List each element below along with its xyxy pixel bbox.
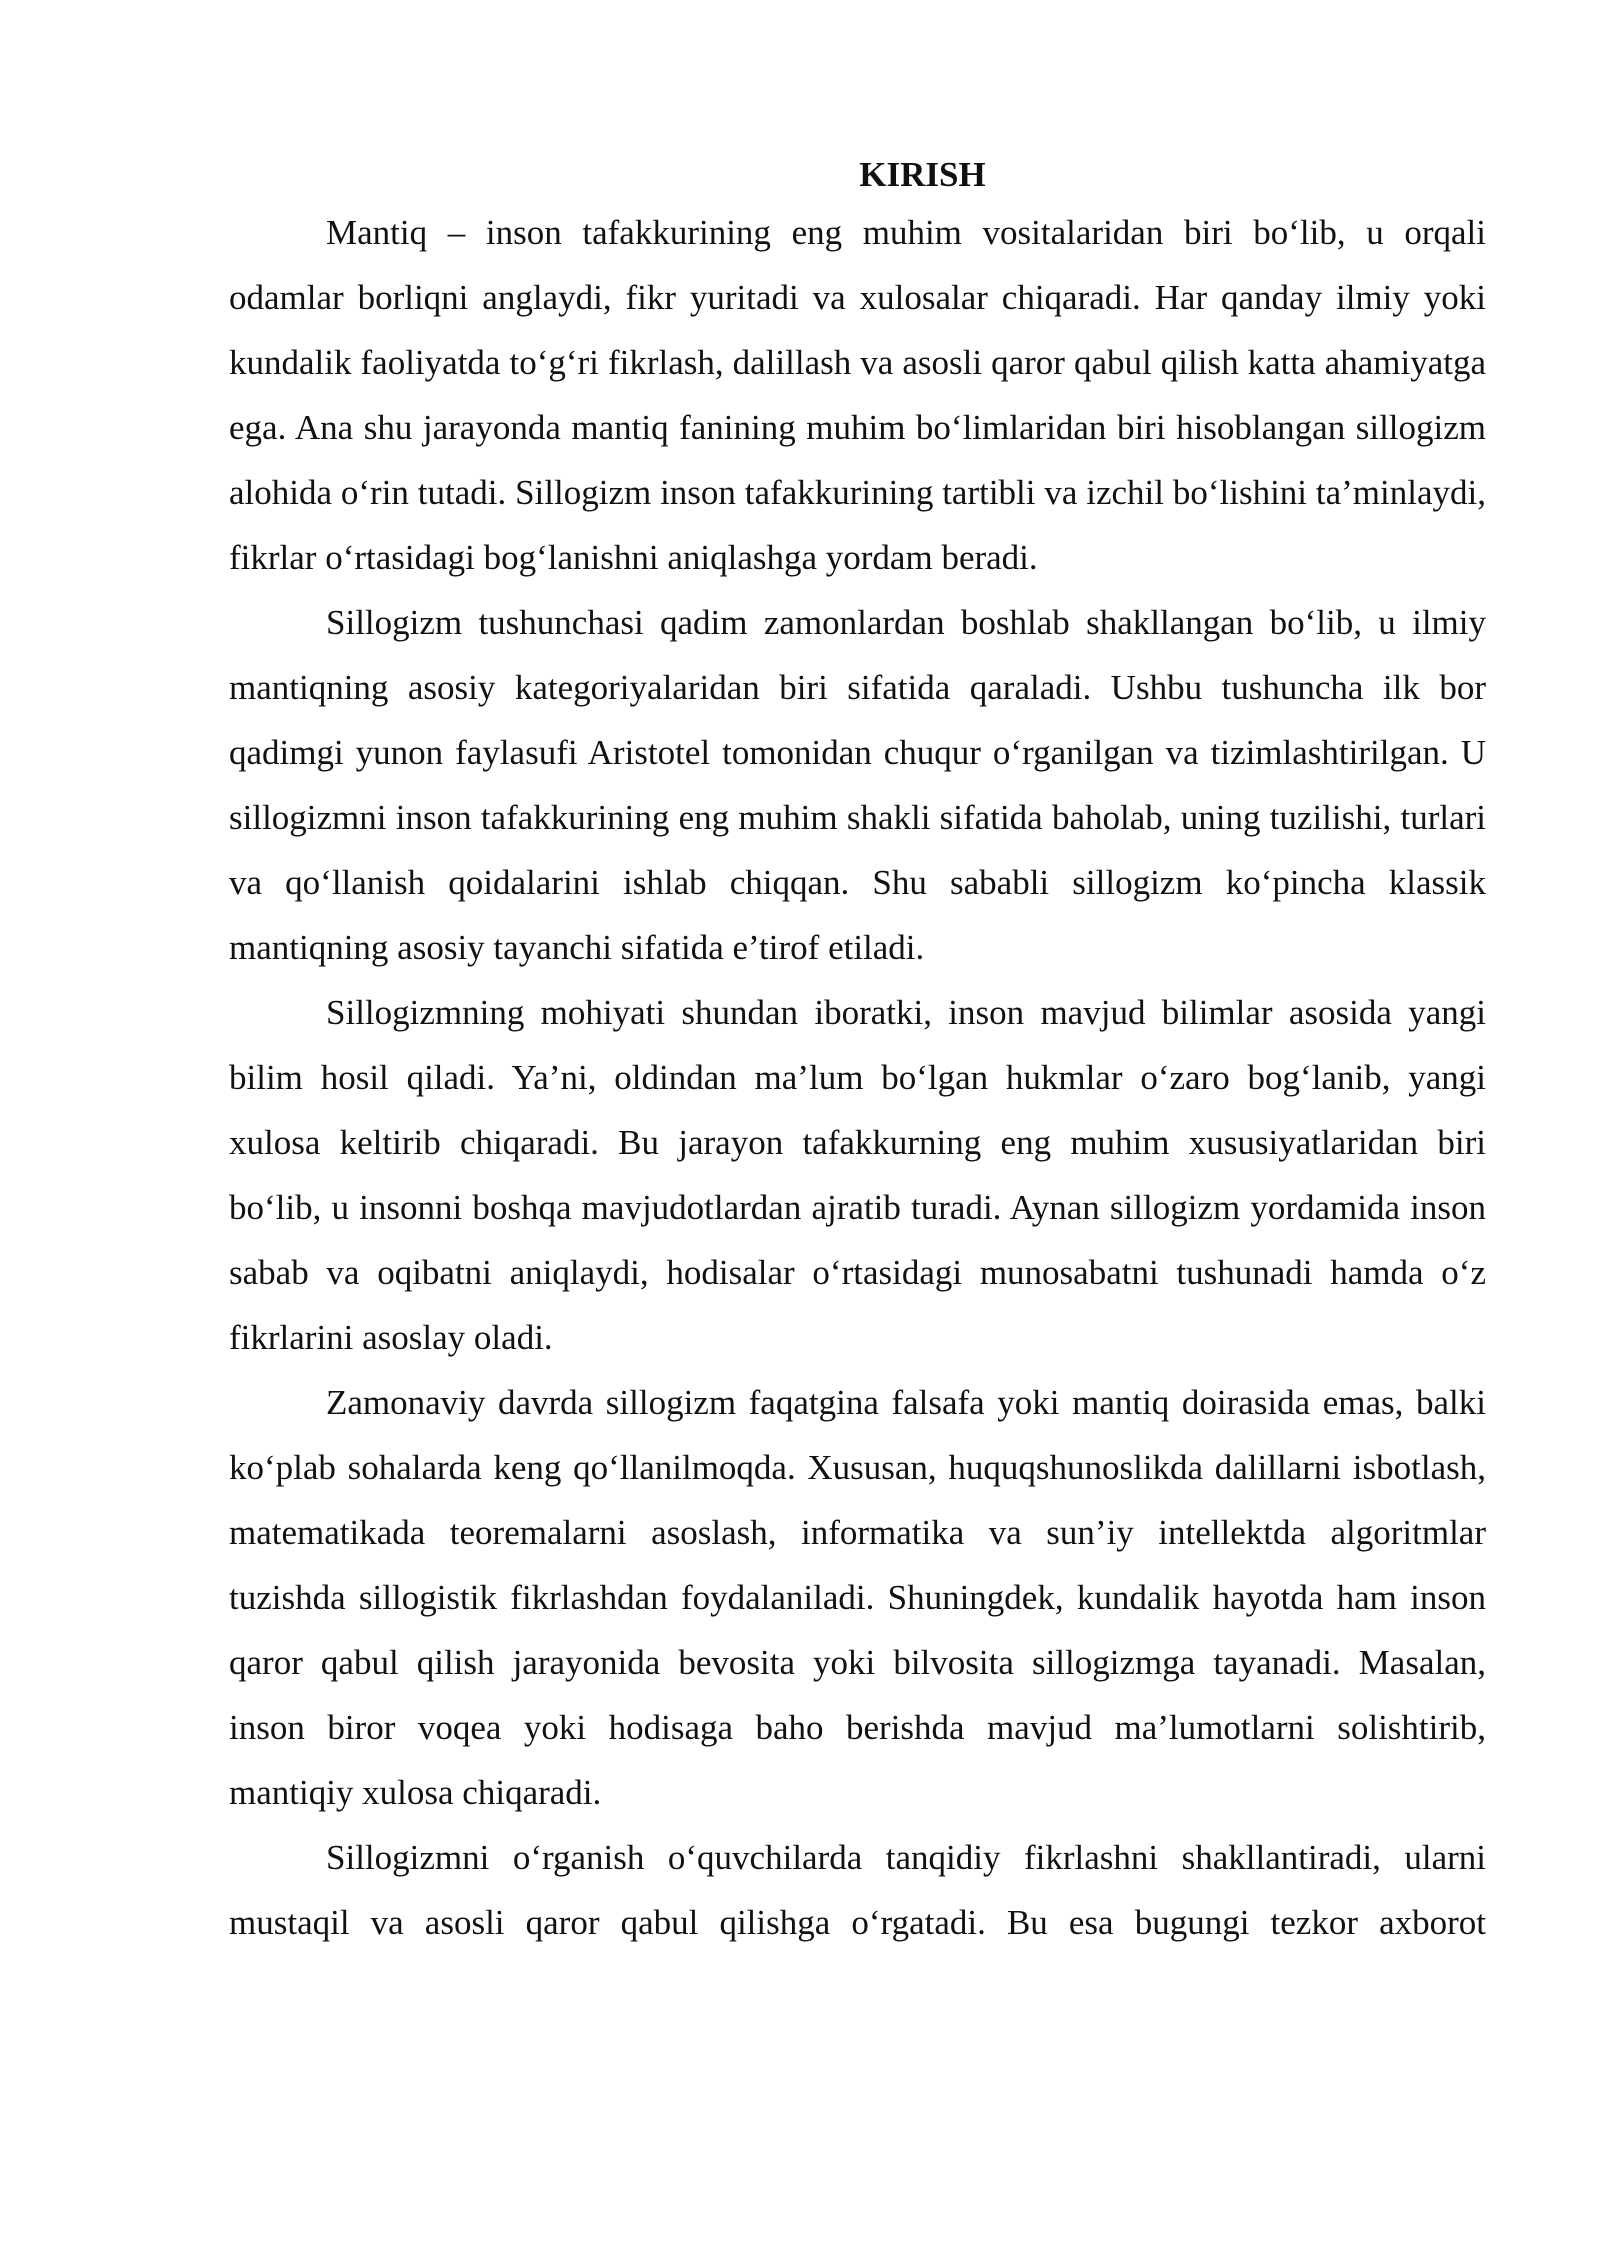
document-body [229, 150, 1486, 1955]
paragraph-5: Sillogizmni o‘rganish o‘quvchilarda tanqidiy fikrlashni shakllantiradi, ularni mustaqil va asosli qaror qabul qilishga o‘rgatadi. Bu esa bugungi tezkor axborot [229, 1838, 1486, 1942]
paragraph-3: Sillogizmning mohiyati shundan iboratki, inson mavjud bilimlar asosida yangi bilim hosil qiladi. Ya’ni, oldindan ma’lum bo‘lgan hukmlar o‘zaro bog‘lanib, yangi xulosa keltirib chiqaradi. Bu jarayon tafakkurning eng muhim xususiyatlaridan biri bo‘lib, u insonni boshqa mavjudotlardan ajratib turadi. Aynan sillogizm yordamida inson sabab va oqibatni aniqlaydi, hodisalar o‘rtasidagi munosabatni tushunadi hamda o‘z fikrlarini asoslay oladi. [229, 993, 1486, 1357]
paragraph-1: Mantiq – inson tafakkurining eng muhim vositalaridan biri bo‘lib, u orqali odamlar borliqni anglaydi, fikr yuritadi va xulosalar chiqaradi. Har qanday ilmiy yoki kundalik faoliyatda to‘g‘ri fikrlash, dalillash va asosli qaror qabul qilish katta ahamiyatga ega. Ana shu jarayonda mantiq fanining muhim bo‘limlaridan biri hisoblangan sillogizm alohida o‘rin tutadi. Sillogizm inson tafakkurining tartibli va izchil bo‘lishini ta’minlaydi, fikrlar o‘rtasidagi bog‘lanishni aniqlashga yordam beradi. [229, 213, 1486, 577]
paragraph-4: Zamonaviy davrda sillogizm faqatgina falsafa yoki mantiq doirasida emas, balki ko‘plab sohalarda keng qo‘llanilmoqda. Xususan, huquqshunoslikda dalillarni isbotlash, matematikada teoremalarni asoslash, informatika va sun’iy intellektda algoritmlar tuzishda sillogistik fikrlashdan foydalaniladi. Shuningdek, kundalik hayotda ham inson qaror qabul qilish jarayonida bevosita yoki bilvosita sillogizmga tayanadi. Masalan, inson biror voqea yoki hodisaga baho berishda mavjud ma’lumotlarni solishtirib, mantiqiy xulosa chiqaradi. [229, 1383, 1486, 1812]
page-title: KIRISH [859, 155, 986, 194]
paragraph-2: Sillogizm tushunchasi qadim zamonlardan boshlab shakllangan bo‘lib, u ilmiy mantiqning asosiy kategoriyalaridan biri sifatida qaraladi. Ushbu tushuncha ilk bor qadimgi yunon faylasufi Aristotel tomonidan chuqur o‘rganilgan va tizimlashtirilgan. U sillogizmni inson tafakkurining eng muhim shakli sifatida baholab, uning tuzilishi, turlari va qo‘llanish qoidalarini ishlab chiqqan. Shu sababli sillogizm ko‘pincha klassik mantiqning asosiy tayanchi sifatida e’tirof etiladi. [229, 603, 1486, 967]
